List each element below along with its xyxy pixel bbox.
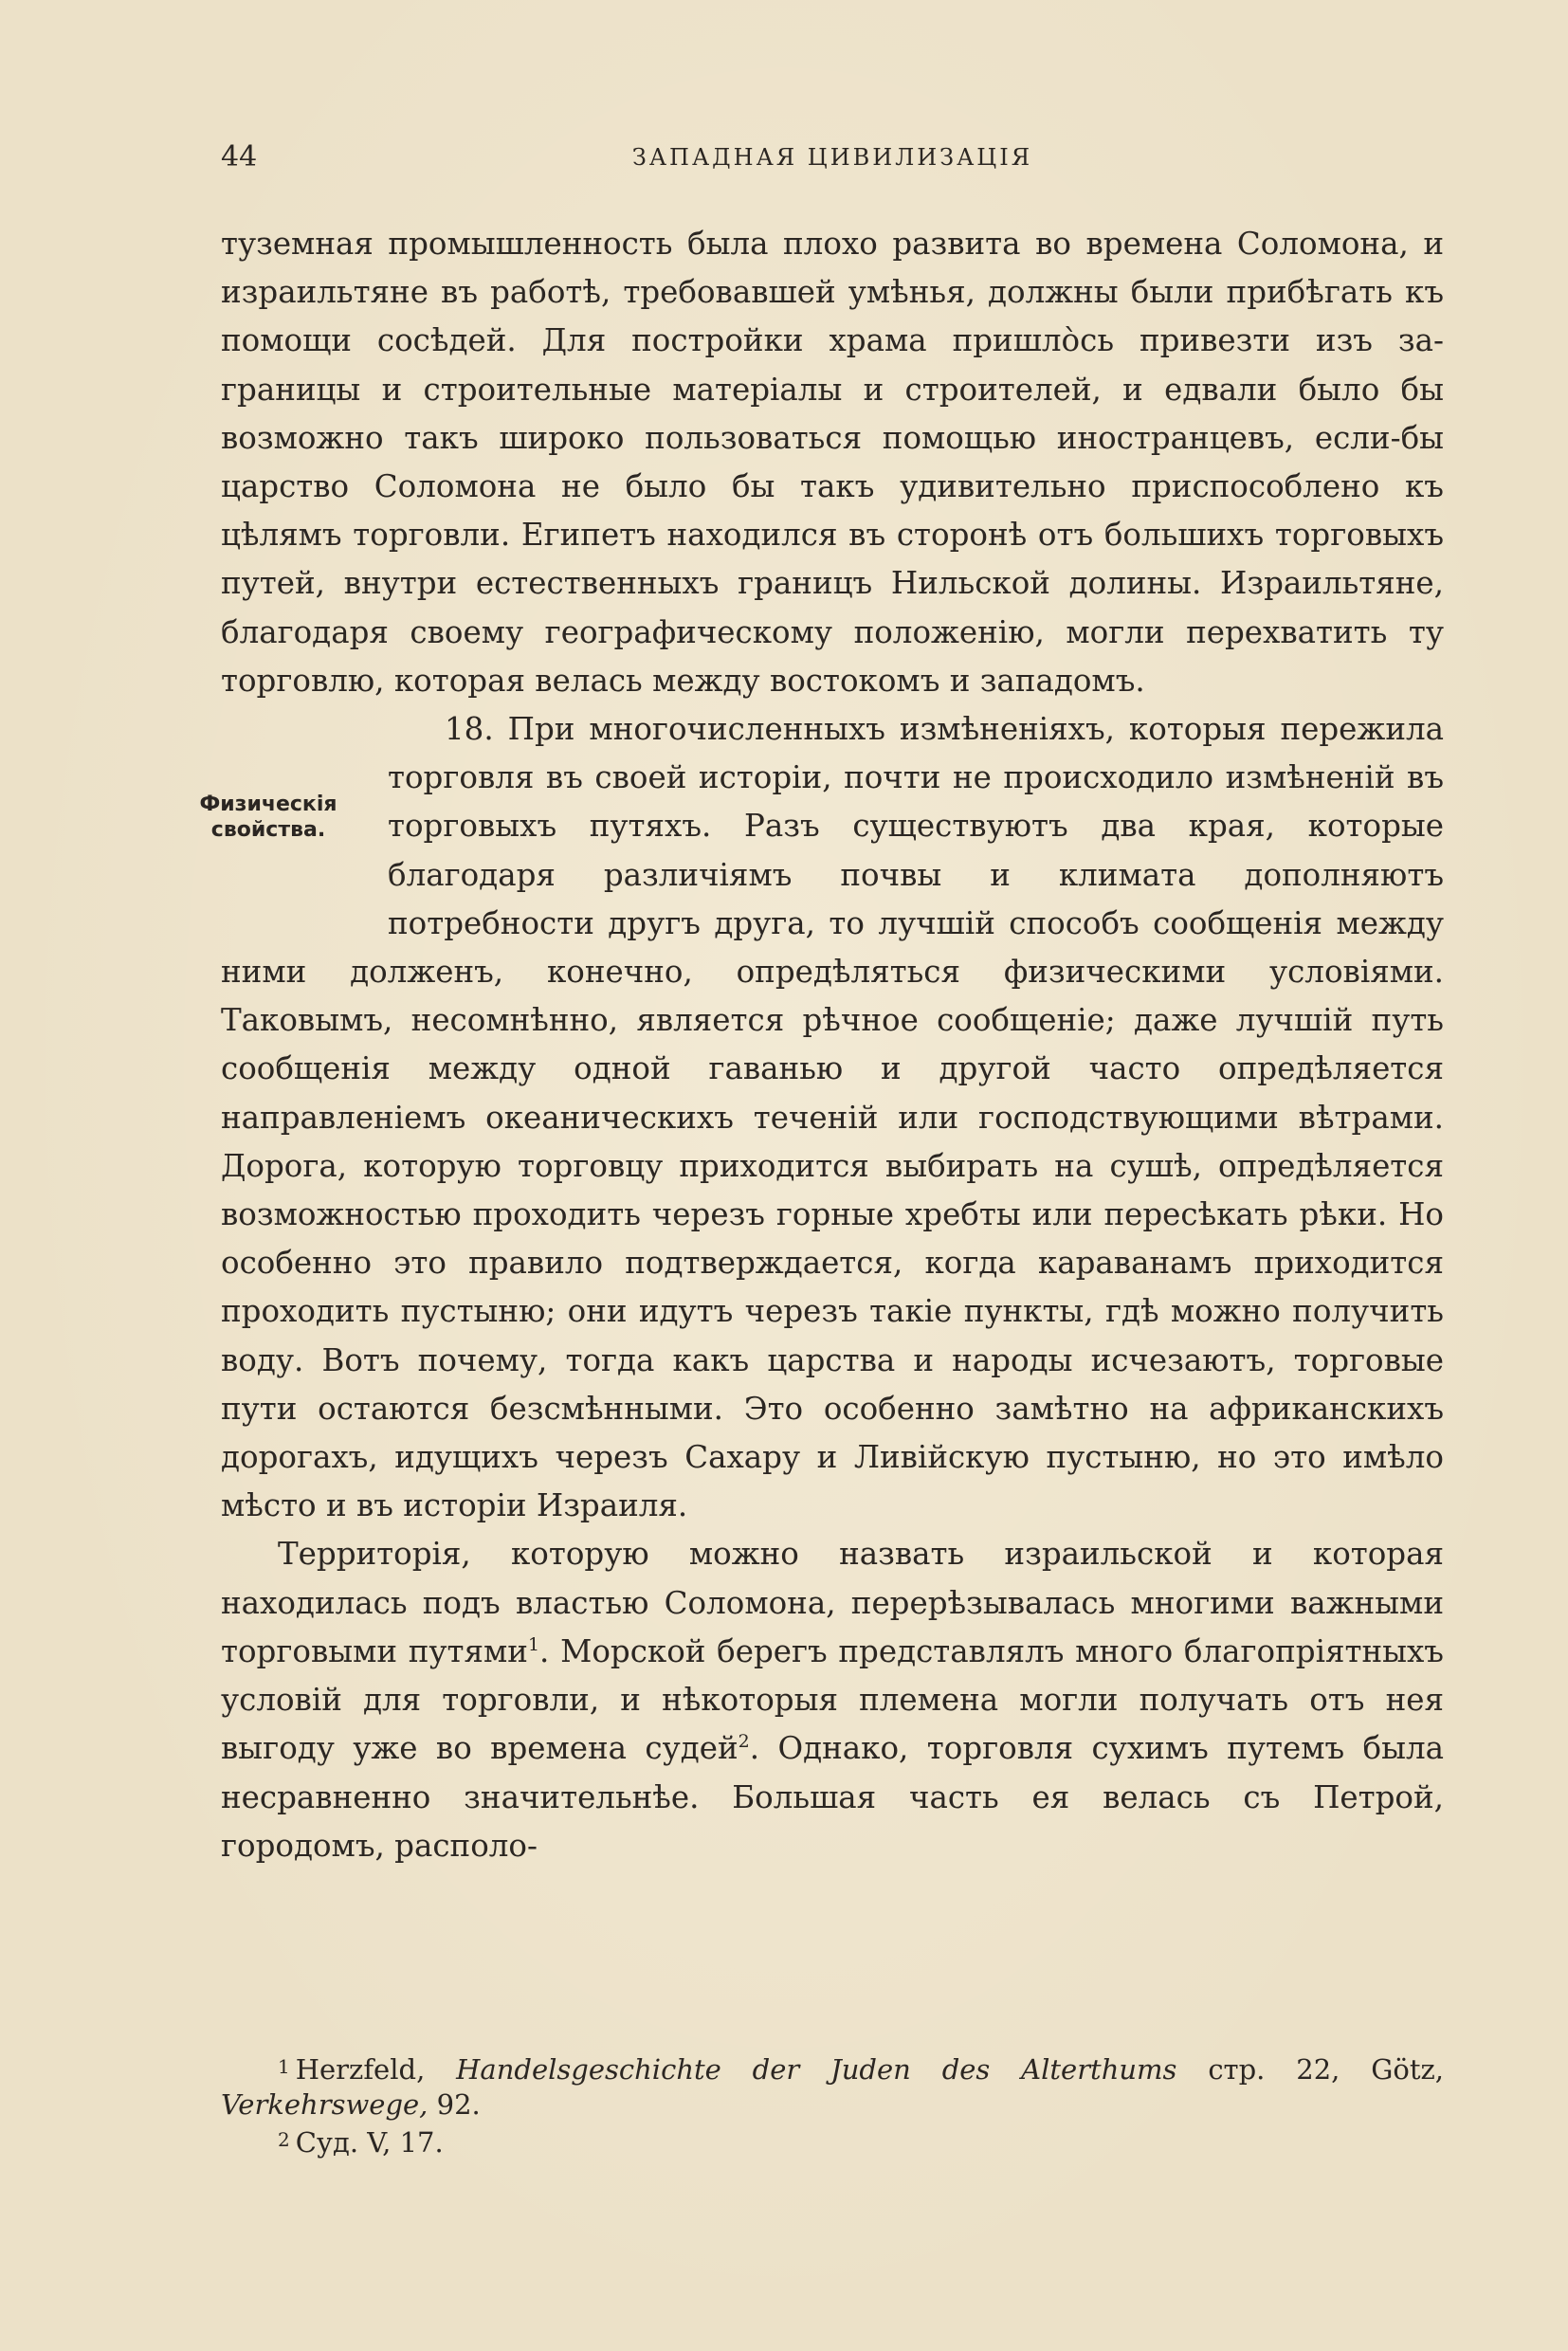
footnote-1: [221, 2050, 1444, 2123]
paragraph-3-text-a: Территорія, которую можно назвать израильской и которая находилась подъ властью Соломона, перерѣзывалась многими важными торговыми путями: [221, 1536, 1444, 1669]
paragraph-3-text-c: . Однако, торговля сухимъ путемъ была несравненно значительнѣе. Большая часть ея велась съ Петрой, городомъ, располо-: [221, 1730, 1444, 1864]
footnote-1-title: Handelsgeschichte der Juden des Alterthums: [456, 2053, 1177, 2086]
footnote-1-end: 92.: [436, 2088, 481, 2121]
footnote-1-author: Herzfeld,: [295, 2053, 426, 2086]
footnote-1-mark: 1: [278, 2055, 290, 2078]
page-header: [221, 140, 1444, 178]
footnote-ref-1: 1: [527, 1633, 540, 1655]
paragraph-3: [221, 1530, 1444, 1869]
paragraph-1: туземная промышленность была плохо развита во времена Соломона, и израильтяне въ работѣ, требовавшей умѣнья, должны были прибѣгать къ помощи сосѣдей. Для постройки храма пришло̀сь привезти изъ за-границы и строительные матеріалы и строителей, и едвали было бы возможно такъ широко пользоваться помощью иностранцевъ, если-бы царство Соломона не было бы такъ удивительно приспособлено къ цѣлямъ торговли. Египетъ находился въ сторонѣ отъ большихъ торговыхъ путей, внутри естественныхъ границъ Нильской долины. Израильтяне, благодаря своему географическому положенію, могли перехватить ту торговлю, которая велась между востокомъ и западомъ.: [221, 226, 1444, 699]
footnote-2: [221, 2123, 1444, 2160]
margin-note-line-1: Физическія: [199, 793, 337, 817]
running-title: ЗАПАДНАЯ ЦИВИЛИЗАЦІЯ: [631, 144, 1033, 171]
margin-note: [164, 754, 373, 900]
main-text: [199, 220, 1444, 1870]
footnote-1-title-2: Verkehrswege,: [221, 2088, 428, 2121]
footnote-1-middle: стр. 22, Götz,: [1208, 2053, 1444, 2086]
margin-note-line-2: свойства.: [210, 818, 326, 843]
footnote-2-mark: 2: [278, 2128, 290, 2151]
footnotes: [221, 2050, 1444, 2160]
page-number: 44: [221, 140, 258, 173]
footnote-ref-2: 2: [738, 1731, 750, 1753]
paragraph-3-text-b: . Морской берегъ представлялъ много благопріятныхъ условій для торговли, и нѣкоторыя племена могли получать отъ нея выгоду уже во времена судей: [221, 1632, 1444, 1767]
footnote-2-text: Суд. V, 17.: [295, 2126, 444, 2159]
paragraph-2: [199, 705, 1444, 1530]
paragraph-2-text: 18. При многочисленныхъ измѣненіяхъ, которыя пережила торговля въ своей исторіи, почти не происходило измѣненій въ торговыхъ путяхъ. Разъ существуютъ два края, которые благодаря различіямъ почвы и климата дополняютъ потребности другъ друга, то лучшій способъ сообщенія между ними долженъ, конечно, опредѣляться физическими условіями. Таковымъ, несомнѣнно, является рѣчное сообщеніе; даже лучшій путь сообщенія между одной гаванью и другой часто опредѣляется направленіемъ океаническихъ теченій или господствующими вѣтрами. Дорога, которую торговцу приходится выбирать на сушѣ, опредѣляется возможностью проходить черезъ горные хребты или пересѣкать рѣки. Но особенно это правило подтверждается, когда караванамъ приходится проходить пустыню; они идутъ черезъ такіе пункты, гдѣ можно получить воду. Вотъ почему, тогда какъ царства и народы исчезаютъ, торговые пути остаются безсмѣнными. Это особенно замѣтно на африканскихъ дорогахъ, идущихъ черезъ Сахару и Ливійскую пустыню, но это имѣло мѣсто и въ исторіи Израиля.: [221, 711, 1444, 1524]
